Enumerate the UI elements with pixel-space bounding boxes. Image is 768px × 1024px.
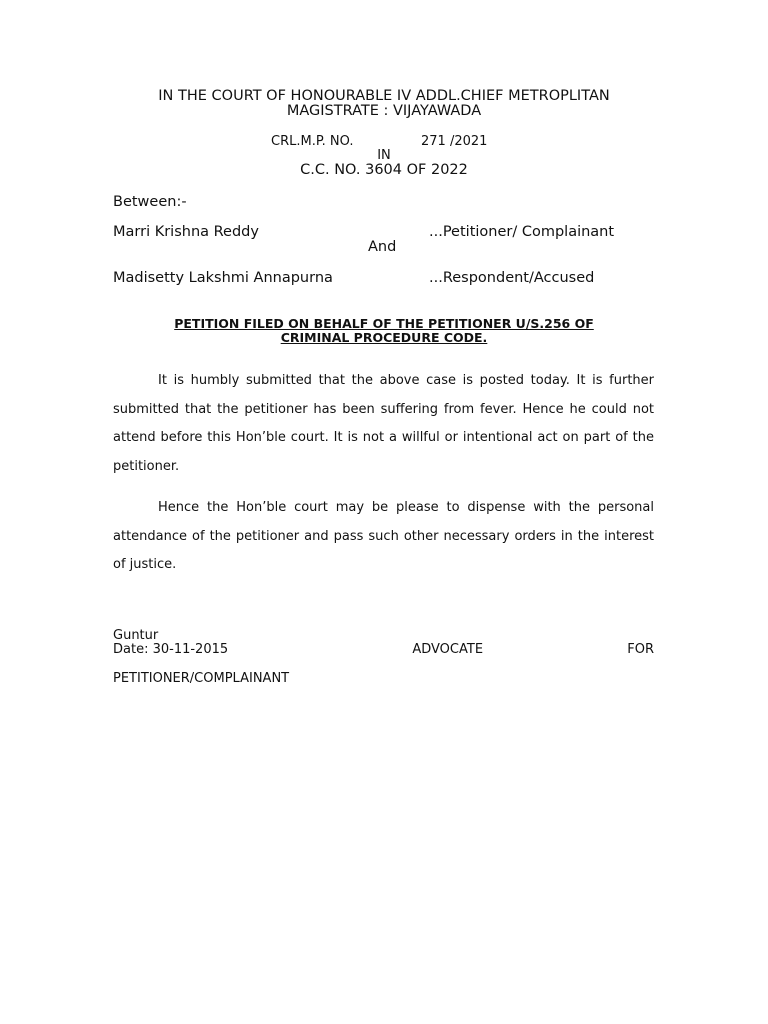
crlmp-number: 271 /2021: [421, 134, 488, 149]
signature-party: PETITIONER/COMPLAINANT: [113, 671, 290, 686]
crlmp-label: CRL.M.P. NO.: [271, 134, 354, 149]
and-word: And: [368, 239, 397, 255]
petition-heading-line2: CRIMINAL PROCEDURE CODE.: [280, 330, 488, 345]
respondent-name: Madisetty Lakshmi Annapurna: [113, 270, 333, 286]
petitioner-role: ...Petitioner/ Complainant: [429, 224, 615, 240]
petition-heading-line1: PETITION FILED ON BEHALF OF THE PETITIONER U/S.256 OF: [174, 316, 594, 331]
court-title-line2: MAGISTRATE : VIJAYAWADA: [286, 103, 482, 119]
place-label: Guntur: [113, 628, 159, 643]
respondent-role: ...Respondent/Accused: [429, 270, 595, 286]
date-label: Date: 30-11-2015: [113, 642, 229, 657]
court-title-line1: IN THE COURT OF HONOURABLE IV ADDL.CHIEF METROPLITAN: [158, 88, 610, 104]
paragraph-1: It is humbly submitted that the above case is posted today. It is further submitted that the petitioner has been suffering from fever. Hence he could not attend before this Hon’ble court. It is not a willful or intentional act on part of the petitioner.: [113, 373, 654, 474]
between-label: Between:-: [113, 194, 187, 210]
petitioner-name: Marri Krishna Reddy: [113, 224, 259, 240]
cc-number: C.C. NO. 3604 OF 2022: [300, 162, 468, 178]
signature-row: [113, 642, 654, 657]
for-label: FOR: [627, 642, 654, 657]
paragraph-2: Hence the Hon’ble court may be please to dispense with the personal attendance of the petitioner and pass such other necessary orders in the interest of justice.: [113, 500, 654, 572]
advocate-label: ADVOCATE: [412, 642, 484, 657]
in-word: IN: [377, 148, 391, 163]
